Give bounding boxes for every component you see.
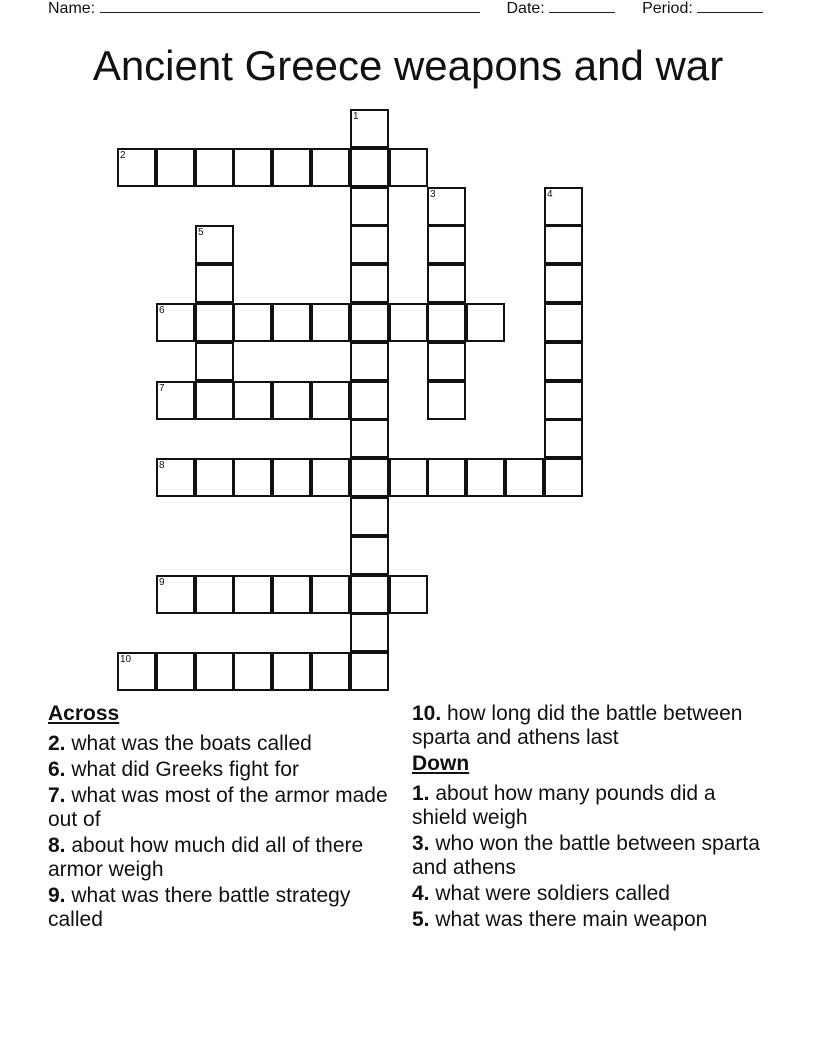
grid-cell[interactable] bbox=[350, 419, 389, 458]
grid-cell[interactable] bbox=[195, 148, 234, 187]
clue-down-4: 4. what were soldiers called bbox=[412, 882, 670, 905]
grid-cell[interactable] bbox=[233, 652, 272, 691]
grid-cell[interactable] bbox=[195, 458, 234, 497]
grid-cell[interactable] bbox=[350, 225, 389, 264]
grid-cell[interactable] bbox=[389, 303, 428, 342]
grid-cell[interactable] bbox=[195, 381, 234, 420]
grid-cell[interactable] bbox=[156, 148, 195, 187]
grid-cell[interactable] bbox=[544, 342, 583, 381]
clue-down-1: 1. about how many pounds did a shield weigh bbox=[412, 782, 716, 829]
grid-cell[interactable] bbox=[311, 148, 350, 187]
grid-cell[interactable] bbox=[427, 303, 466, 342]
grid-cell[interactable] bbox=[544, 264, 583, 303]
clue-down-5: 5. what was there main weapon bbox=[412, 908, 708, 931]
grid-cell[interactable] bbox=[272, 458, 311, 497]
grid-cell[interactable] bbox=[195, 652, 234, 691]
cell-number: 1 bbox=[353, 111, 359, 122]
cell-number: 8 bbox=[159, 460, 165, 471]
clue-across-7: 7. what was most of the armor made out of bbox=[48, 784, 388, 831]
grid-cell[interactable] bbox=[350, 536, 389, 575]
grid-cell[interactable] bbox=[156, 458, 195, 497]
grid-cell[interactable] bbox=[350, 187, 389, 226]
grid-cell[interactable] bbox=[195, 342, 234, 381]
clues-left-column bbox=[48, 702, 388, 934]
grid-cell[interactable] bbox=[427, 187, 466, 226]
grid-cell[interactable] bbox=[466, 458, 505, 497]
clue-across-6: 6. what did Greeks fight for bbox=[48, 758, 299, 781]
grid-cell[interactable] bbox=[350, 497, 389, 536]
grid-cell[interactable] bbox=[311, 652, 350, 691]
grid-cell[interactable] bbox=[389, 148, 428, 187]
grid-cell[interactable] bbox=[350, 381, 389, 420]
grid-cell[interactable] bbox=[389, 458, 428, 497]
clues-right-column bbox=[412, 702, 772, 934]
grid-cell[interactable] bbox=[466, 303, 505, 342]
cell-number: 3 bbox=[430, 189, 436, 200]
grid-cell[interactable] bbox=[544, 225, 583, 264]
grid-cell[interactable] bbox=[427, 458, 466, 497]
grid-cell[interactable] bbox=[272, 575, 311, 614]
cell-number: 6 bbox=[159, 305, 165, 316]
grid-cell[interactable] bbox=[233, 381, 272, 420]
clue-across-9: 9. what was there battle strategy called bbox=[48, 884, 351, 931]
grid-cell[interactable] bbox=[195, 264, 234, 303]
grid-cell[interactable] bbox=[156, 652, 195, 691]
grid-cell[interactable] bbox=[233, 303, 272, 342]
grid-cell[interactable] bbox=[350, 264, 389, 303]
date-label: Date: bbox=[506, 0, 545, 17]
grid-cell[interactable] bbox=[233, 148, 272, 187]
grid-cell[interactable] bbox=[117, 148, 156, 187]
clue-across-10: 10. how long did the battle between sparta and athens last bbox=[412, 702, 743, 749]
grid-cell[interactable] bbox=[311, 303, 350, 342]
grid-cell[interactable] bbox=[350, 109, 389, 148]
grid-cell[interactable] bbox=[272, 381, 311, 420]
grid-cell[interactable] bbox=[505, 458, 544, 497]
clue-across-2: 2. what was the boats called bbox=[48, 732, 312, 755]
name-label: Name: bbox=[48, 0, 96, 17]
clue-down-3: 3. who won the battle between sparta and athens bbox=[412, 832, 760, 879]
grid-cell[interactable] bbox=[233, 575, 272, 614]
grid-cell[interactable] bbox=[350, 342, 389, 381]
cell-number: 7 bbox=[159, 383, 165, 394]
cell-number: 10 bbox=[120, 654, 132, 665]
page-title: Ancient Greece weapons and war bbox=[92, 42, 724, 89]
grid-cell[interactable] bbox=[350, 652, 389, 691]
grid-cell[interactable] bbox=[272, 303, 311, 342]
grid-cell[interactable] bbox=[117, 652, 156, 691]
cell-number: 9 bbox=[159, 577, 165, 588]
across-heading: Across bbox=[48, 702, 120, 725]
grid-cell[interactable] bbox=[156, 381, 195, 420]
cell-number: 4 bbox=[547, 189, 553, 200]
grid-cell[interactable] bbox=[350, 613, 389, 652]
grid-cell[interactable] bbox=[350, 458, 389, 497]
grid-cell[interactable] bbox=[195, 303, 234, 342]
grid-cell[interactable] bbox=[311, 575, 350, 614]
grid-cell[interactable] bbox=[311, 381, 350, 420]
period-label: Period: bbox=[642, 0, 693, 17]
down-heading: Down bbox=[412, 752, 470, 775]
grid-cell[interactable] bbox=[195, 575, 234, 614]
cell-number: 5 bbox=[198, 227, 204, 238]
grid-cell[interactable] bbox=[156, 575, 195, 614]
grid-cell[interactable] bbox=[544, 381, 583, 420]
grid-cell[interactable] bbox=[350, 303, 389, 342]
grid-cell[interactable] bbox=[195, 225, 234, 264]
grid-cell[interactable] bbox=[311, 458, 350, 497]
grid-cell[interactable] bbox=[544, 458, 583, 497]
clue-across-8: 8. about how much did all of there armor weigh bbox=[48, 834, 364, 881]
grid-cell[interactable] bbox=[427, 225, 466, 264]
grid-cell[interactable] bbox=[350, 148, 389, 187]
grid-cell[interactable] bbox=[233, 458, 272, 497]
grid-cell[interactable] bbox=[272, 652, 311, 691]
grid-cell[interactable] bbox=[272, 148, 311, 187]
grid-cell[interactable] bbox=[389, 575, 428, 614]
grid-cell[interactable] bbox=[427, 342, 466, 381]
grid-cell[interactable] bbox=[427, 264, 466, 303]
grid-cell[interactable] bbox=[350, 575, 389, 614]
grid-cell[interactable] bbox=[544, 187, 583, 226]
grid-cell[interactable] bbox=[156, 303, 195, 342]
grid-cell[interactable] bbox=[544, 419, 583, 458]
cell-number: 2 bbox=[120, 150, 126, 161]
grid-cell[interactable] bbox=[427, 381, 466, 420]
grid-cell[interactable] bbox=[544, 303, 583, 342]
